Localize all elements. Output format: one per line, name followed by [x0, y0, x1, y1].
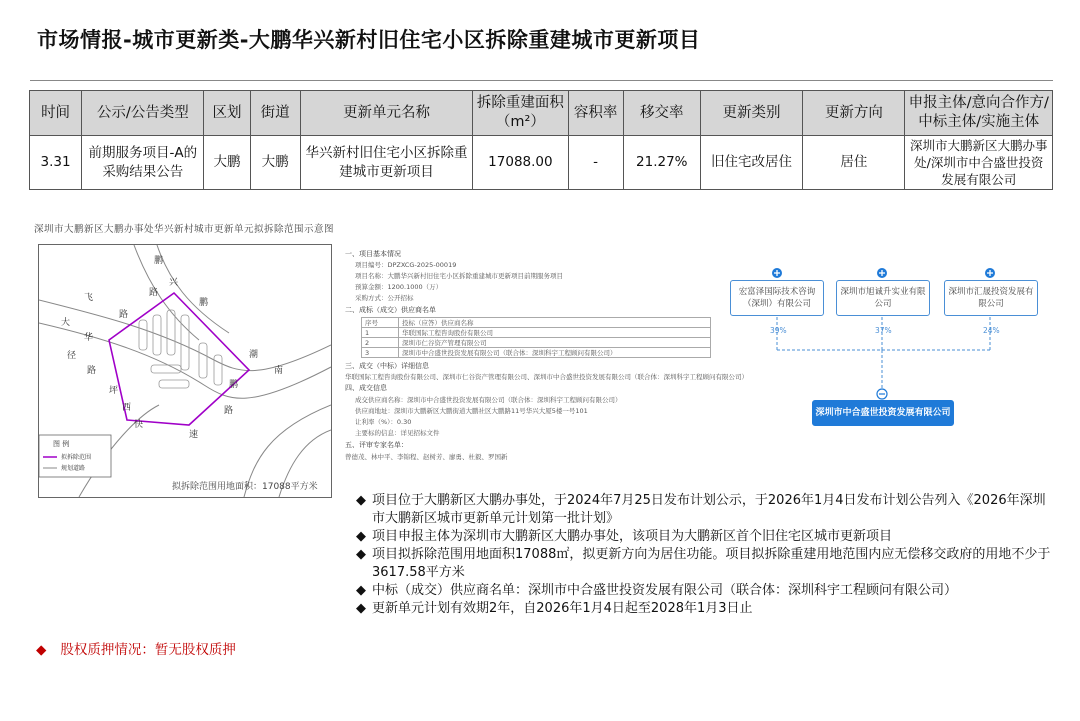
- table-header-row: [362, 318, 711, 328]
- road-label: 快: [134, 420, 144, 430]
- table-row: [362, 338, 711, 348]
- header-cell: 时间: [30, 91, 82, 136]
- shareholding-pct: 39%: [770, 326, 787, 335]
- doc-section: 五、评审专家名单：: [345, 441, 408, 449]
- table-row: [362, 328, 711, 338]
- doc-section: 二、成标（成交）供应商名单: [345, 306, 436, 314]
- shareholding-pct: 24%: [983, 326, 1000, 335]
- doc-table-cell: 深圳市中合盛世投资发展有限公司（联合体：深圳科宇工程顾问有限公司）: [399, 348, 711, 358]
- cell-applicant: 深圳市大鹏新区大鹏办事处/深圳市中合盛世投资发展有限公司: [905, 136, 1053, 190]
- table-row: [362, 348, 711, 358]
- road-label: 路: [149, 288, 159, 298]
- doc-line: 主要标的信息：详见招标文件: [355, 429, 440, 437]
- road-label: 路: [87, 366, 97, 376]
- site-map: [38, 244, 332, 498]
- cell-notice-type: 前期服务项目-A的采购结果公告: [82, 136, 204, 190]
- header-cell: 拆除重建面积（m²）: [473, 91, 568, 136]
- road-label: 南: [274, 366, 284, 376]
- cell-date: 3.31: [30, 136, 82, 190]
- road-label: 飞: [84, 293, 94, 303]
- diamond-icon: ◆: [356, 547, 366, 562]
- map-title: 深圳市大鹏新区大鹏办事处华兴新村城市更新单元拟拆除范围示意图: [34, 224, 335, 235]
- diamond-icon: ◆: [356, 601, 366, 616]
- list-item: ◆ 项目位于大鹏新区大鹏办事处，于2024年7月25日发布计划公示，于2026年1月4日发布计划公告列入《2026年深圳市大鹏新区城市更新单元计划第一批计划》: [356, 493, 1046, 526]
- doc-table-cell: 3: [362, 348, 399, 358]
- road-label: 速: [189, 430, 199, 440]
- doc-table-cell: 华联国际工程咨询股份有限公司: [399, 328, 711, 338]
- road-label: 鹏: [229, 380, 239, 390]
- road-label: 大: [61, 318, 71, 328]
- road-label: 鹏: [154, 256, 164, 266]
- road-label: 径: [67, 351, 77, 361]
- equity-pledge-status: [36, 638, 236, 658]
- doc-table-cell: 序号: [362, 318, 399, 328]
- diamond-icon: ◆: [36, 642, 47, 658]
- page-title: 市场情报-城市更新类-大鹏华兴新村旧住宅小区拆除重建城市更新项目: [37, 28, 701, 52]
- doc-table-cell: 2: [362, 338, 399, 348]
- list-item: ◆ 项目拟拆除范围用地面积17088㎡，拟更新方向为居住功能。项目拟拆除重建用地范围内应无偿移交政府的用地不少于3617.58平方米: [356, 547, 1051, 580]
- legend-title: 图 例: [53, 440, 70, 448]
- project-info-table: [29, 90, 1053, 190]
- header-cell: 更新类别: [700, 91, 802, 136]
- table-header-row: [30, 91, 1053, 136]
- header-cell: 移交率: [623, 91, 700, 136]
- header-cell: 申报主体/意向合作方/中标主体/实施主体: [905, 91, 1053, 136]
- doc-table-cell: 深圳市仁谷资产管理有限公司: [399, 338, 711, 348]
- road-label: 西: [122, 403, 132, 413]
- diamond-icon: ◆: [356, 493, 366, 508]
- header-cell: 容积率: [568, 91, 623, 136]
- doc-line: 项目编号：DPZXCG-2025-00019: [355, 261, 457, 269]
- doc-table-cell: 投标（应答）供应商名称: [399, 318, 711, 328]
- doc-table-cell: 1: [362, 328, 399, 338]
- site-map-drawing: [39, 245, 331, 497]
- road-label: 路: [119, 310, 129, 320]
- doc-section: 四、成交信息: [345, 384, 387, 392]
- doc-section: 一、项目基本情况: [345, 250, 401, 258]
- legend-item: 拟拆除范围: [61, 454, 92, 461]
- doc-line: 成交供应商名称：深圳市中合盛世投资发展有限公司（联合体：深圳科宇工程顾问有限公司）: [355, 396, 622, 404]
- diamond-icon: ◆: [356, 583, 366, 598]
- project-highlights: [356, 492, 1056, 618]
- ownership-chart: [730, 262, 1060, 432]
- road-label: 坪: [109, 386, 119, 396]
- doc-line: 让利率（%）：0.30: [355, 418, 412, 426]
- shareholder-box: 宏富泽国际技术咨询（深圳）有限公司: [730, 280, 824, 316]
- bidder-table: [361, 317, 711, 358]
- shareholder-box: 深圳市旭诚升实业有限公司: [836, 280, 930, 316]
- list-item: ◆ 项目申报主体为深圳市大鹏新区大鹏办事处，该项目为大鹏新区首个旧住宅区城市更新项目: [356, 529, 893, 544]
- doc-line: 供应商地址：深圳市大鹏新区大鹏街道大鹏社区大鹏路11号华兴大厦5楼一号101: [355, 407, 588, 415]
- table-row: [30, 136, 1053, 190]
- cell-far: -: [568, 136, 623, 190]
- header-cell: 区划: [204, 91, 250, 136]
- road-label: 路: [224, 406, 234, 416]
- doc-section: 三、成交（中标）详细信息: [345, 362, 429, 370]
- cell-area: 17088.00: [473, 136, 568, 190]
- map-caption: 拟拆除范围用地面积：17088平方米: [172, 482, 318, 492]
- cell-unit-name: 华兴新村旧住宅小区拆除重建城市更新项目: [300, 136, 473, 190]
- road-label: 鹏: [199, 298, 209, 308]
- header-cell: 街道: [250, 91, 300, 136]
- road-label: 潮: [249, 350, 259, 360]
- road-label: 兴: [169, 278, 179, 288]
- cell-direction: 居住: [803, 136, 905, 190]
- title-divider: [30, 80, 1053, 81]
- pledge-text: 股权质押情况：暂无股权质押: [60, 642, 236, 658]
- doc-line: 曾德茂、林中平、李锦程、赵树芳、廖勇、杜毅、罗国新: [345, 453, 508, 461]
- shareholding-pct: 37%: [875, 326, 892, 335]
- road-label: 华: [84, 333, 94, 343]
- shareholder-box: 深圳市汇晟投资发展有限公司: [944, 280, 1038, 316]
- doc-line: 预算金额：1200.1000（万）: [355, 283, 443, 291]
- list-item: ◆ 中标（成交）供应商名单：深圳市中合盛世投资发展有限公司（联合体：深圳科宇工程顾问有限公司）: [356, 583, 958, 598]
- header-cell: 更新单元名称: [300, 91, 473, 136]
- doc-line: 华联国际工程咨询股份有限公司、深圳市仁谷资产管理有限公司、深圳市中合盛世投资发展有限公司（联合体：深圳科宇工程顾问有限公司）: [345, 373, 748, 381]
- doc-line: 项目名称：大鹏华兴新村旧住宅小区拆除重建城市更新项目前期服务项目: [355, 272, 563, 280]
- company-box: 深圳市中合盛世投资发展有限公司: [812, 400, 954, 426]
- cell-street: 大鹏: [250, 136, 300, 190]
- cell-transfer-rate: 21.27%: [623, 136, 700, 190]
- header-cell: 更新方向: [803, 91, 905, 136]
- cell-category: 旧住宅改居住: [700, 136, 802, 190]
- diamond-icon: ◆: [356, 529, 366, 544]
- legend-item: 规划道路: [61, 465, 86, 472]
- doc-line: 采购方式：公开招标: [355, 294, 414, 302]
- list-item: ◆ 更新单元计划有效期2年，自2026年1月4日起至2028年1月3日止: [356, 601, 753, 616]
- cell-district: 大鹏: [204, 136, 250, 190]
- header-cell: 公示/公告类型: [82, 91, 204, 136]
